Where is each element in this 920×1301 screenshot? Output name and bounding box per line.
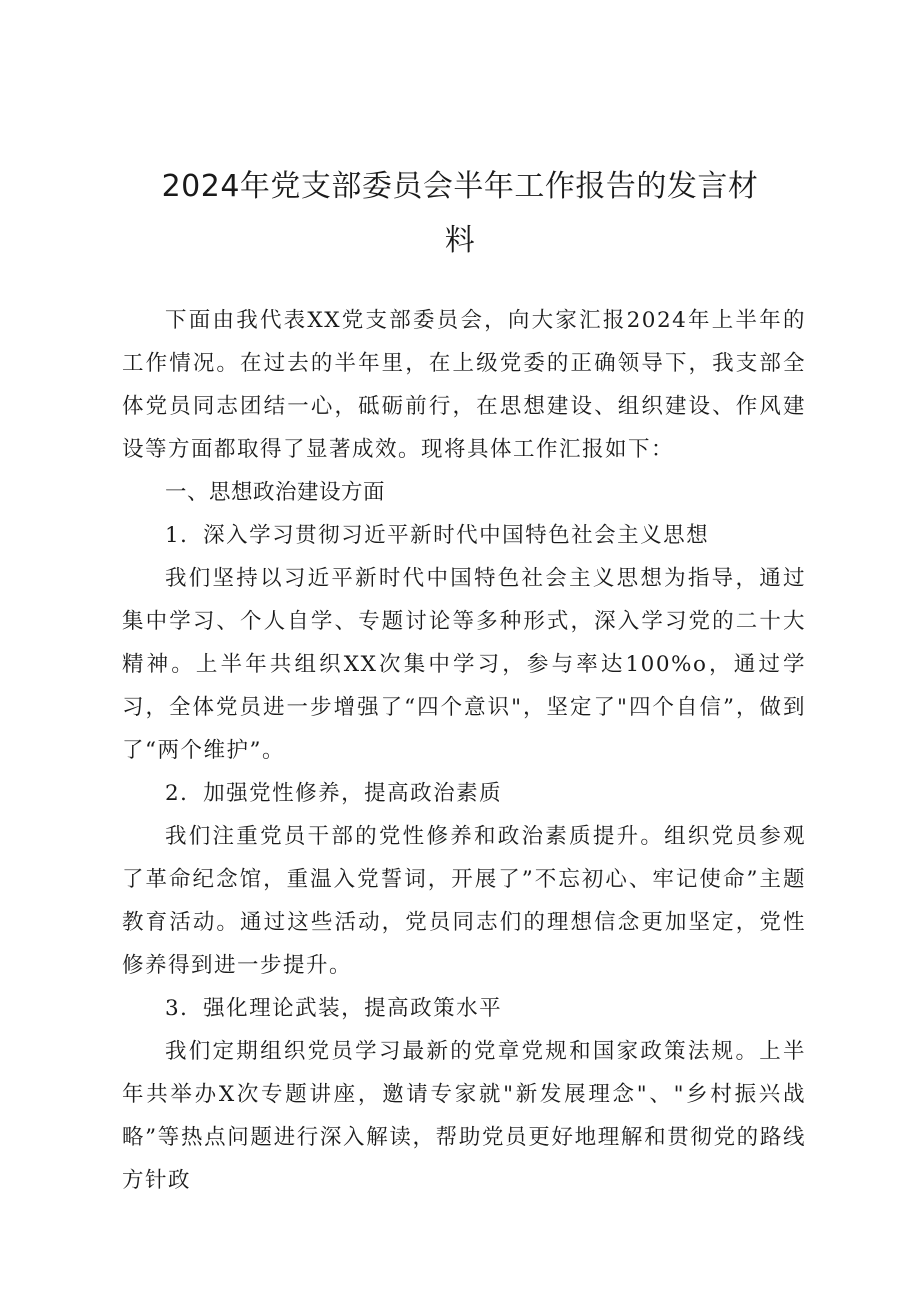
item-2-heading: 2．加强党性修养，提高政治素质 xyxy=(165,781,503,806)
item-3-paragraph: 我们定期组织党员学习最新的党章党规和国家政策法规。上半年共举办X次专题讲座，邀请专家就"新发展理念"、"乡村振兴战略”等热点问题进行深入解读，帮助党员更好地理解和贯彻党的路线方针政 xyxy=(122,1039,806,1193)
item-2-paragraph: 我们注重党员干部的党性修养和政治素质提升。组织党员参观了革命纪念馆，重温入党誓词，开展了”不忘初心、牢记使命”主题教育活动。通过这些活动，党员同志们的理想信念更加坚定，党性修养得到进一步提升。 xyxy=(122,824,806,978)
item-3-heading: 3．强化理论武装，提高政策水平 xyxy=(165,996,503,1021)
document-title xyxy=(120,160,800,268)
item-1-paragraph: 我们坚持以习近平新时代中国特色社会主义思想为指导，通过集中学习、个人自学、专题讨论等多种形式，深入学习党的二十大精神。上半年共组织XX次集中学习，参与率达100%o，通过学习，全体党员进一步增强了“四个意识"，坚定了"四个自信”，做到了“两个维护”。 xyxy=(122,566,806,763)
section-heading: 一、思想政治建设方面 xyxy=(165,480,386,505)
title-line-2: 料 xyxy=(444,223,476,258)
document-body xyxy=(122,299,806,1202)
intro-paragraph: 下面由我代表XX党支部委员会，向大家汇报2024年上半年的工作情况。在过去的半年里，在上级党委的正确领导下，我支部全体党员同志团结一心，砥砺前行，在思想建设、组织建设、作风建设等方面都取得了显著成效。现将具体工作汇报如下： xyxy=(122,308,806,462)
title-line-1: 2024年党支部委员会半年工作报告的发言材 xyxy=(161,169,759,204)
item-1-heading: 1．深入学习贯彻习近平新时代中国特色社会主义思想 xyxy=(165,523,710,548)
